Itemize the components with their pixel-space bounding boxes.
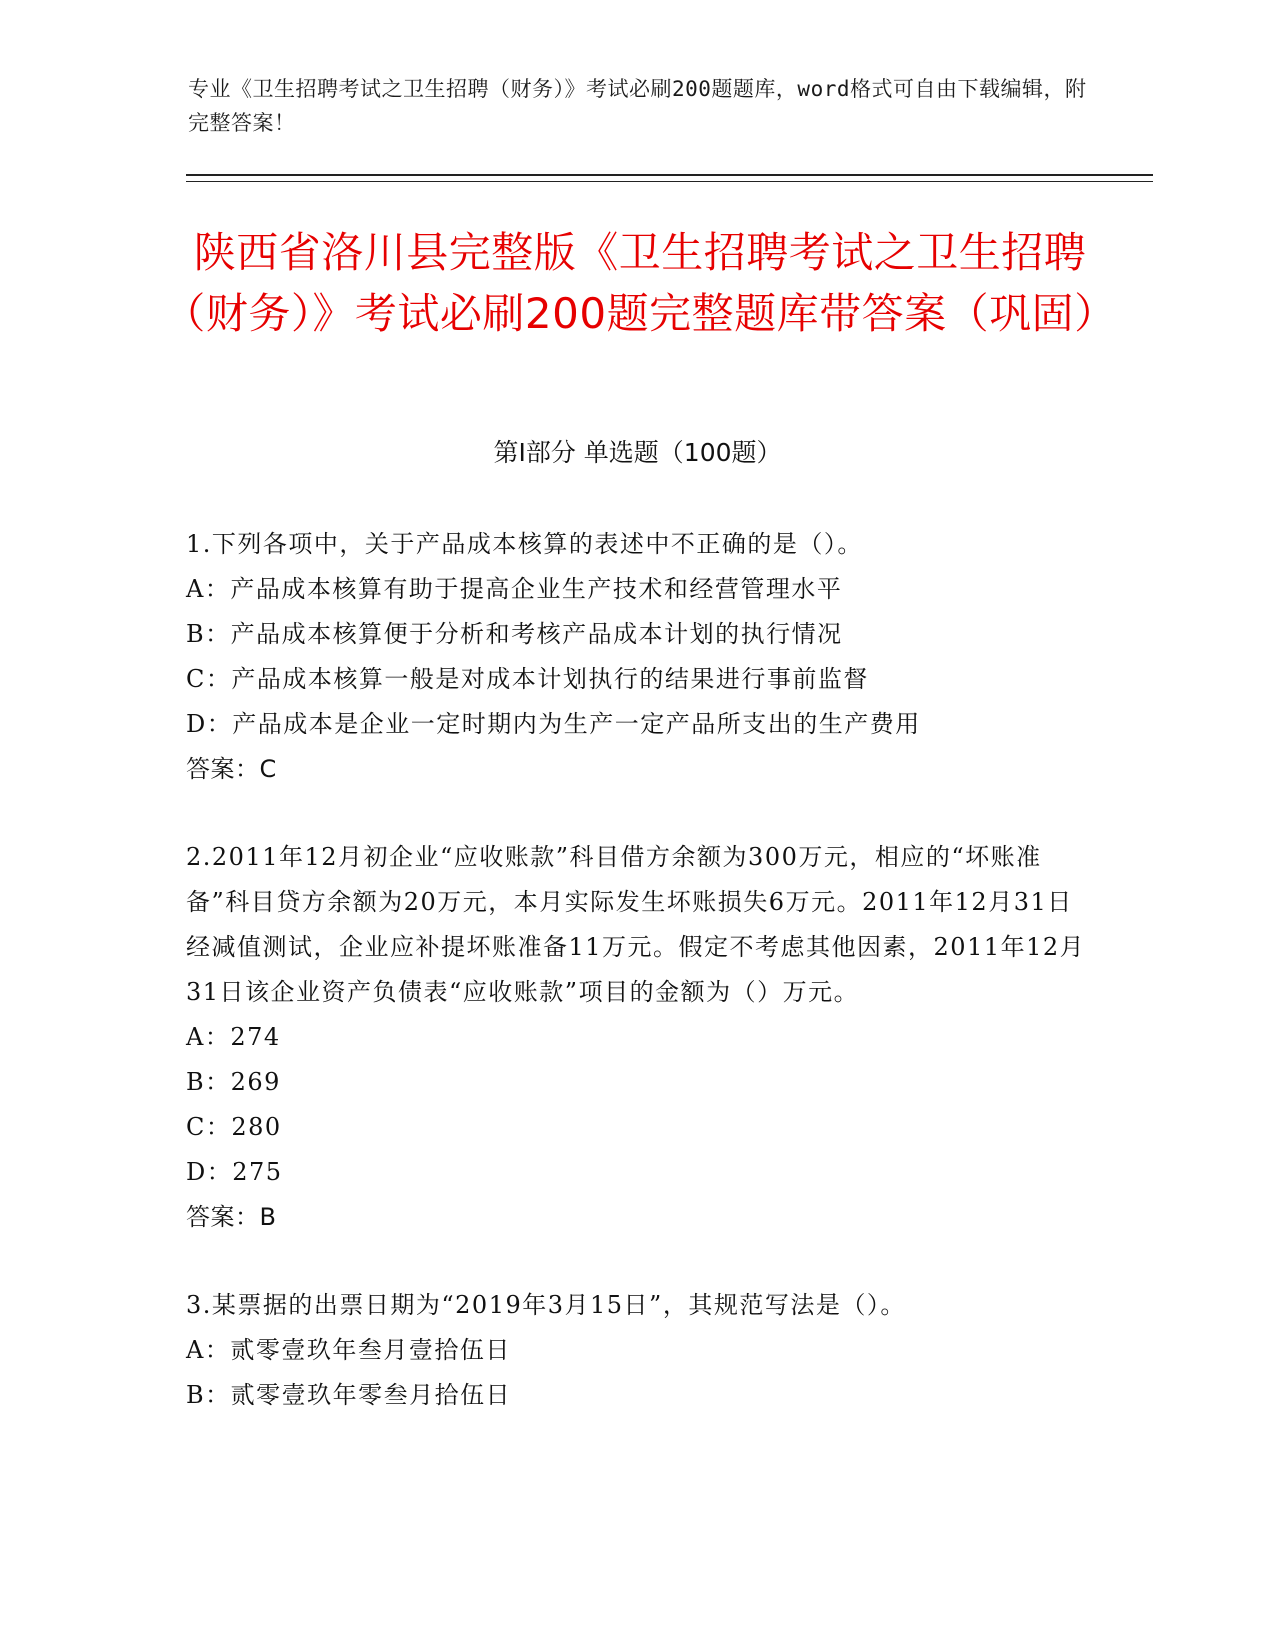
option-a: A：贰零壹玖年叁月壹拾伍日 xyxy=(186,1336,511,1364)
option-c: C：产品成本核算一般是对成本计划执行的结果进行事前监督 xyxy=(186,665,869,693)
option-b: B：269 xyxy=(186,1068,281,1096)
question-list xyxy=(186,522,1086,1461)
question-stem: 3.某票据的出票日期为“2019年3月15日”，其规范写法是（）。 xyxy=(186,1291,906,1319)
option-d: D：产品成本是企业一定时期内为生产一定产品所支出的生产费用 xyxy=(186,710,921,738)
document-title: 陕西省洛川县完整版《卫生招聘考试之卫生招聘（财务）》考试必刷200题完整题库带答案（巩固） xyxy=(163,228,1117,338)
section-heading: 第I部分 单选题（100题） xyxy=(493,438,782,467)
header-note: 专业《卫生招聘考试之卫生招聘（财务）》考试必刷200题题库，word格式可自由下载编辑，附完整答案！ xyxy=(188,77,1087,135)
question-2 xyxy=(186,835,1086,1240)
question-3 xyxy=(186,1283,1086,1418)
option-d: D：275 xyxy=(186,1158,283,1186)
question-1 xyxy=(186,522,1086,792)
option-b: B：产品成本核算便于分析和考核产品成本计划的执行情况 xyxy=(186,620,843,648)
option-a: A：产品成本核算有助于提高企业生产技术和经营管理水平 xyxy=(186,575,843,603)
option-c: C：280 xyxy=(186,1113,282,1141)
answer: 答案：B xyxy=(186,1203,277,1231)
option-b: B：贰零壹玖年零叁月拾伍日 xyxy=(186,1381,512,1409)
question-stem: 1.下列各项中，关于产品成本核算的表述中不正确的是（）。 xyxy=(186,530,863,558)
option-a: A：274 xyxy=(186,1023,281,1051)
header-divider-thick xyxy=(186,174,1153,176)
answer: 答案：C xyxy=(186,755,277,783)
header-divider-thin xyxy=(186,181,1153,182)
question-stem: 2.2011年12月初企业“应收账款”科目借方余额为300万元，相应的“坏账准备”科目贷方余额为20万元，本月实际发生坏账损失6万元。2011年12月31日经减值测试，企业应补提坏账准备11万元。假定不考虑其他因素，2011年12月31日该企业资产负债表“应收账款”项目的金额为（）万元。 xyxy=(186,843,1086,1006)
